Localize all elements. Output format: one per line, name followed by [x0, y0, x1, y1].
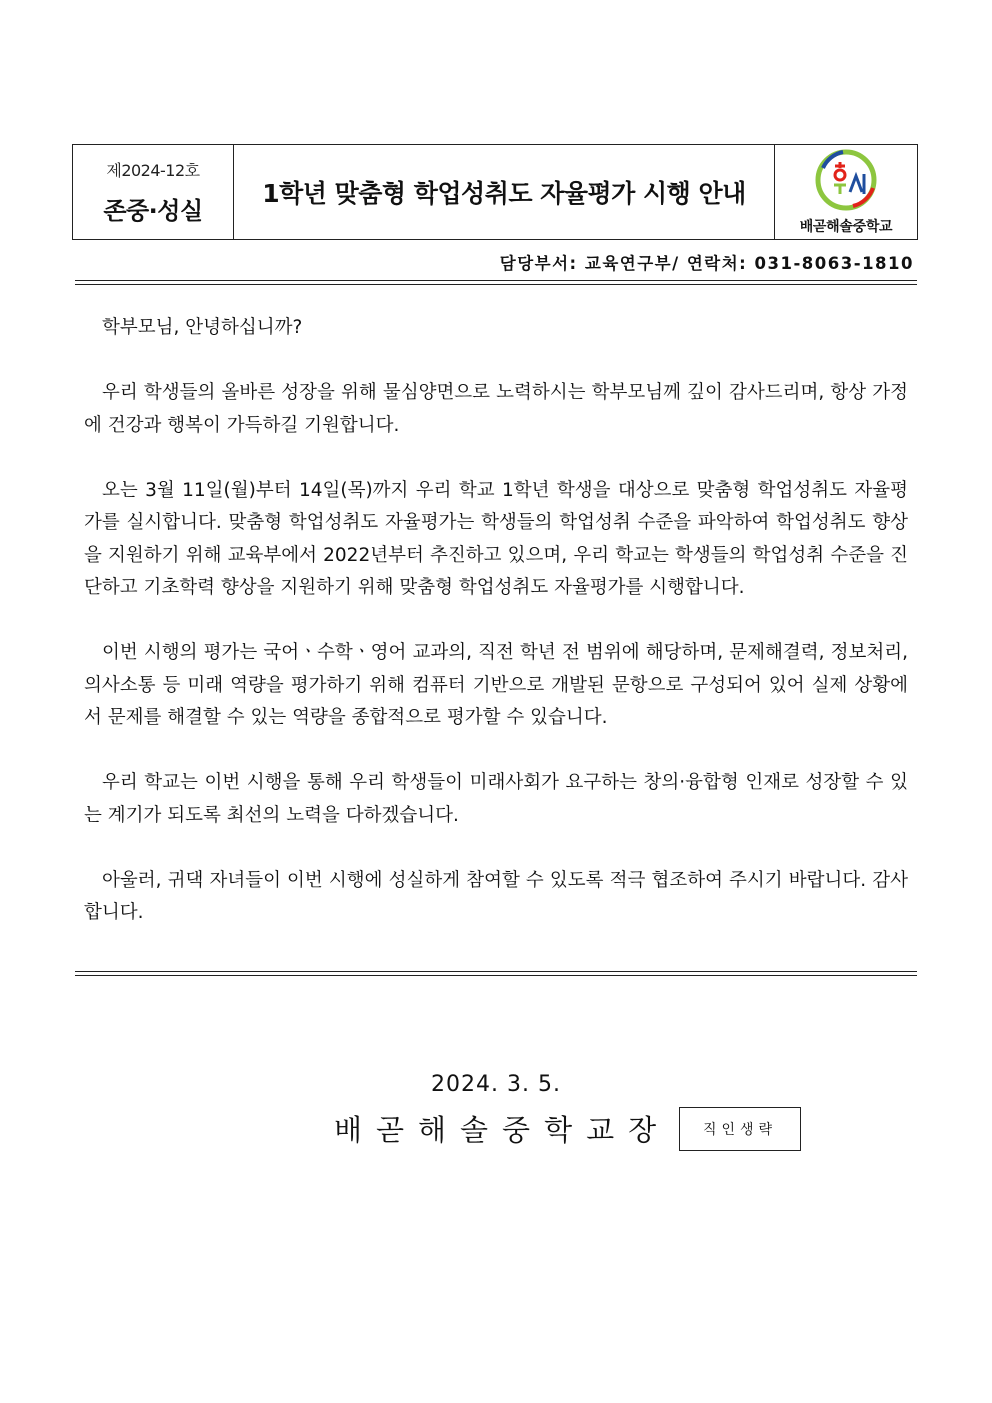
paragraph-greeting: 학부모님, 안녕하십니까? — [102, 317, 303, 338]
school-logo — [775, 145, 917, 239]
body-rule-top — [75, 971, 917, 972]
letter-body — [84, 312, 908, 962]
paragraph-gratitude: 우리 학생들의 올바른 성장을 위해 물심양면으로 노력하시는 학부모님께 깊이 감사드리며, 항상 가정에 건강과 행복이 가득하길 기원합니다. — [84, 382, 908, 436]
paragraph-schedule: 오는 3월 11일(월)부터 14일(목)까지 우리 학교 1학년 학생을 대상으로 맞춤형 학업성취도 자율평가를 실시합니다. 맞춤형 학업성취도 자율평가는 학생들의 학업성취 수준을 파악하여 학업성취도 향상을 지원하기 위해 교육부에서 2022년부터 추진하고 있으며, 우리 학교는 학생들의 학업성취 수준을 진단하고 기초학력 향상을 지원하기 위해 맞춤형 학업성취도 자율평가를 시행합니다. — [84, 479, 908, 598]
paragraph-assessment-scope: 이번 시행의 평가는 국어ㆍ수학ㆍ영어 교과의, 직전 학년 전 범위에 해당하며, 문제해결력, 정보처리, 의사소통 등 미래 역량을 평가하기 위해 컴퓨터 기반으로 개발된 문항으로 구성되어 있어 실제 상황에서 문제를 해결할 수 있는 역량을 종합적으로 평가할 수 있습니다. — [84, 642, 908, 728]
document-date: 2024. 3. 5. — [431, 1072, 561, 1097]
body-rule-bottom — [75, 975, 917, 976]
header-left-cell — [73, 145, 234, 239]
paragraph-closing: 아울러, 귀댁 자녀들이 이번 시행에 성실하게 참여할 수 있도록 적극 협조하여 주시기 바랍니다. 감사합니다. — [84, 869, 908, 923]
header-rule-top — [75, 280, 917, 281]
document-title: 1학년 맞춤형 학업성취도 자율평가 시행 안내 — [234, 145, 775, 239]
doc-number: 제2024-12호 — [106, 161, 200, 180]
contact-info: 담당부서: 교육연구부/ 연락처: 031-8063-1810 — [499, 254, 914, 273]
school-emblem-icon — [813, 148, 879, 212]
principal-signature: 배곧해솔중학교장 — [334, 1113, 671, 1147]
paragraph-school-commitment: 우리 학교는 이번 시행을 통해 우리 학생들이 미래사회가 요구하는 창의·융합형 인재로 성장할 수 있는 계기가 되도록 최선의 노력을 다하겠습니다. — [84, 772, 908, 826]
document-header — [72, 144, 918, 240]
header-rule-bottom — [75, 284, 917, 285]
school-logo-name: 배곧해솔중학교 — [799, 219, 893, 235]
seal-omitted-box: 직인생략 — [679, 1107, 801, 1151]
school-motto: 존중·성실 — [103, 197, 203, 225]
